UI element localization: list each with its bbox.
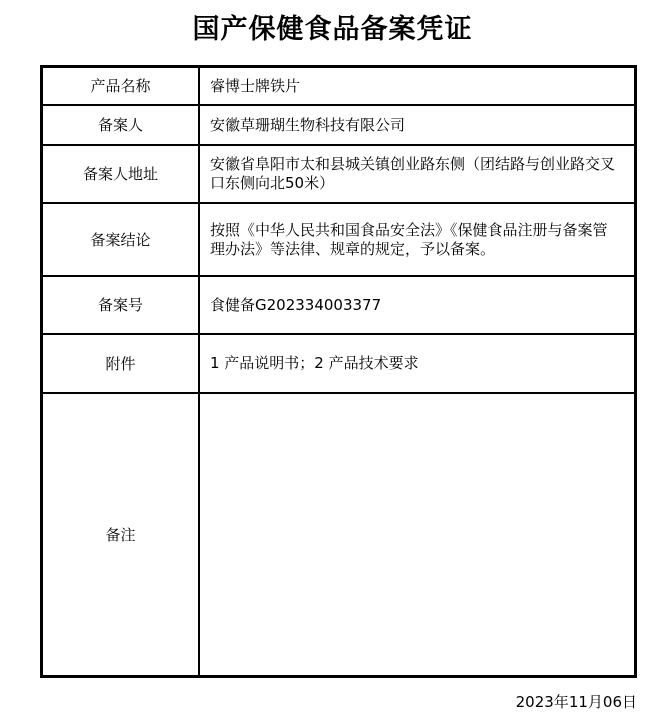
value-applicant: 安徽草珊瑚生物科技有限公司: [210, 115, 406, 134]
label-applicant-address: 备案人地址: [43, 146, 200, 202]
row-applicant-address: [43, 146, 634, 204]
row-attachments: [43, 335, 634, 394]
row-conclusion: [43, 204, 634, 277]
label-remarks: 备注: [43, 394, 200, 675]
value-remarks: [200, 394, 634, 675]
value-record-number: 食健备G202334003377: [210, 295, 382, 314]
row-remarks: [43, 394, 634, 675]
document-title: 国产保健食品备案凭证: [192, 14, 473, 45]
row-product-name: [43, 68, 634, 106]
row-applicant: [43, 106, 634, 146]
value-conclusion: 按照《中华人民共和国食品安全法》《保健食品注册与备案管理办法》等法律、规章的规定，予以备案。: [210, 220, 608, 258]
label-attachments: 附件: [43, 335, 200, 392]
value-applicant-address: 安徽省阜阳市太和县城关镇创业路东侧（团结路与创业路交叉口东侧向北50米）: [210, 155, 616, 192]
label-applicant: 备案人: [43, 106, 200, 144]
record-table: [40, 65, 637, 678]
value-attachments: 1 产品说明书；2 产品技术要求: [210, 354, 419, 372]
label-conclusion: 备案结论: [43, 204, 200, 275]
row-record-number: [43, 277, 634, 335]
label-record-number: 备案号: [43, 277, 200, 333]
issue-date: 2023年11月06日: [515, 693, 637, 711]
value-product-name: 睿博士牌铁片: [210, 76, 301, 95]
label-product-name: 产品名称: [43, 68, 200, 104]
